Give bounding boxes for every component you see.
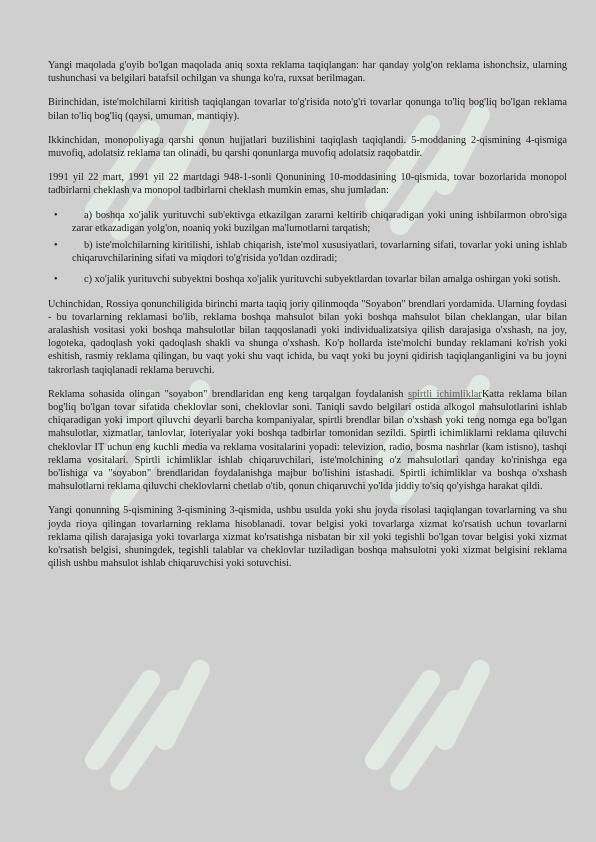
list-item	[48, 209, 567, 235]
watermark-logo-6	[375, 670, 480, 780]
watermark-logo-5	[95, 670, 200, 780]
paragraph-6	[48, 388, 567, 494]
bullet-icon: •	[54, 209, 58, 221]
paragraph-6-rest: Katta reklama bilan bog'liq bo'lgan tovar sifatida cheklovlar soni, cheklovlar soni. Taniqli savdo belgilari ostida alkogol mahsulotlarini ishlab chiqaradigan yoki import qiluvchi deyarli barcha kompaniyalar, spirtli brendlar bilan o'xshash yoki teng nomga ega bo'lgan mahsulotlar, xizmatlar, tanlovlar, loteriyalar yoki boshqa tadbirlar tomonidan sezildi. Spirtli ichimliklarni reklama qiluvchi cheklovlar IT uchun eng kuchli media va reklama vositalarini yopadi: televizion, radio, bosma nashrlar (kam istisno), tashqi reklama vositalari. Spirtli ichimliklar ishlab chiqaruvchilari, iste'molchining o'z mahsulotlari qanday ko'rinishga ega bo'lishiga va "soyabon" brendlaridan foydalanishga majbur bo'lishini istashadi. Spirtli ichimliklar va boshqa o'xshash mahsulotlarni reklama qiluvchi cheklovlarni chetlab o'tib, qonun chiqaruvchi yo'lda jiddiy to'siq qo'yishga harakat qildi.	[48, 388, 567, 493]
list-item-text: a) boshqa xo'jalik yurituvchi sub'ektivga etkazilgan zararni keltirib chiqaradigan yoki uning ishbilarmon obro'siga zarar etkazadigan yolg'on, noaniq yoki buzilgan ma'lumotlarni tarqatish;	[72, 209, 567, 234]
paragraph-3: Ikkinchidan, monopoliyaga qarshi qonun hujjatlari buzilishini taqiqlash taqiqlandi. 5-moddaning 2-qismining 4-qismiga muvofiq, adolatsiz reklama tan olinadi, bu qarshi qonunlarga muvofiq adolatsiz raqobatdir.	[48, 134, 567, 160]
list-item-text: c) xo'jalik yurituvchi subyektni boshqa xo'jalik yurituvchi subyektlardan tovarlar bilan amalga oshirgan yoki sotish.	[84, 274, 561, 286]
list-item	[48, 239, 567, 265]
paragraph-4: 1991 yil 22 mart, 1991 yil 22 martdagi 948-1-sonli Qonunining 10-moddasining 10-qismida, tovar bozorlarida monopol tadbirlarni cheklash va monopol tadbirlarni cheklash mumkin emas, shu jumladan:	[48, 172, 567, 197]
paragraph-2: Birinchidan, iste'molchilarni kiritish taqiqlangan tovarlar to'g'risida noto'g'ri tovarlar qonunga to'liq bog'liq bo'lgan reklama bilan to'liq bog'liq (qaysi, umuman, mantiqiy).	[48, 97, 567, 122]
paragraph-7: Yangi qonunning 5-qismining 3-qismining 3-qismida, ushbu usulda yoki shu joyda risolasi taqiqlangan tovarlarning va shu joyda rioya qilingan tovarlarning reklama hisoblanadi. tovar belgisi yoki tovarlarga xizmat ko'rsatish uchun tovarlarni reklama qilish darajasiga yoki tovarlarga xizmat ko'rsatishga nisbatan bir xil yoki tegishli bo'lgan tovar belgisi yoki xizmat ko'rsatish belgisi, shuningdek, tegishli talablar va cheklovlar tuziladigan boshqa mahsulotni yoki xizmat belgisini reklama qilish ushbu mahsulot ishlab chiqaruvchisi yoki sotuvchisi.	[48, 505, 567, 570]
restrictions-list	[48, 209, 567, 287]
list-item	[48, 273, 567, 286]
bullet-icon: •	[54, 240, 58, 252]
spirtli-ichimliklar-link[interactable]: spirtli ichimliklar	[408, 388, 482, 400]
bullet-icon: •	[54, 274, 58, 286]
document-body	[48, 59, 567, 582]
paragraph-5: Uchinchidan, Rossiya qonunchiligida birinchi marta taqiq joriy qilinmoqda "Soyabon" brendlari yordamida. Ularning foydasi - bu tovarlarning reklamasi bo'lib, reklama boshqa mahsulot bilan yoki boshqa mahsulot bilan cheklangan, ular bilan aralashish vositasi yoki boshqa mahsulotlar bilan taqqoslanadi yoki individualizatsiya qilish darajasiga o'xshash, na joy, logoteka, qadoqlash yoki qadoqlash shakli va shunga o'xshash. Ko'p hollarda iste'molchi bunday reklamani ko'rish yoki eshitish, rasmiy reklama qilingan, bu vaqt yoki shu vaqt ichida, bu vaqt yoki bu joyni qidirish taqiqlanganligini va bu joyni takrorlash taqiqlanadi reklama beruvchi.	[48, 298, 567, 376]
list-item-text: b) iste'molchilarning kiritilishi, ishlab chiqarish, iste'mol xususiyatlari, tovarlarning sifati, tovarlar yoki uning ishlab chiqaruvchilarining sifati va miqdori to'g'risida yo'ldan ozdiradi;	[72, 240, 567, 265]
paragraph-1: Yangi maqolada g'oyib bo'lgan maqolada aniq soxta reklama taqiqlangan: har qanday yolg'on reklama ishonchsiz, ularning tushunchasi va belgilari batafsil ochilgan va shunga ko'ra, ruxsat berilmagan.	[48, 60, 567, 85]
paragraph-6-start: Reklama sohasida olingan "soyabon" brendlaridan eng keng tarqalgan foydalanish	[48, 388, 409, 400]
